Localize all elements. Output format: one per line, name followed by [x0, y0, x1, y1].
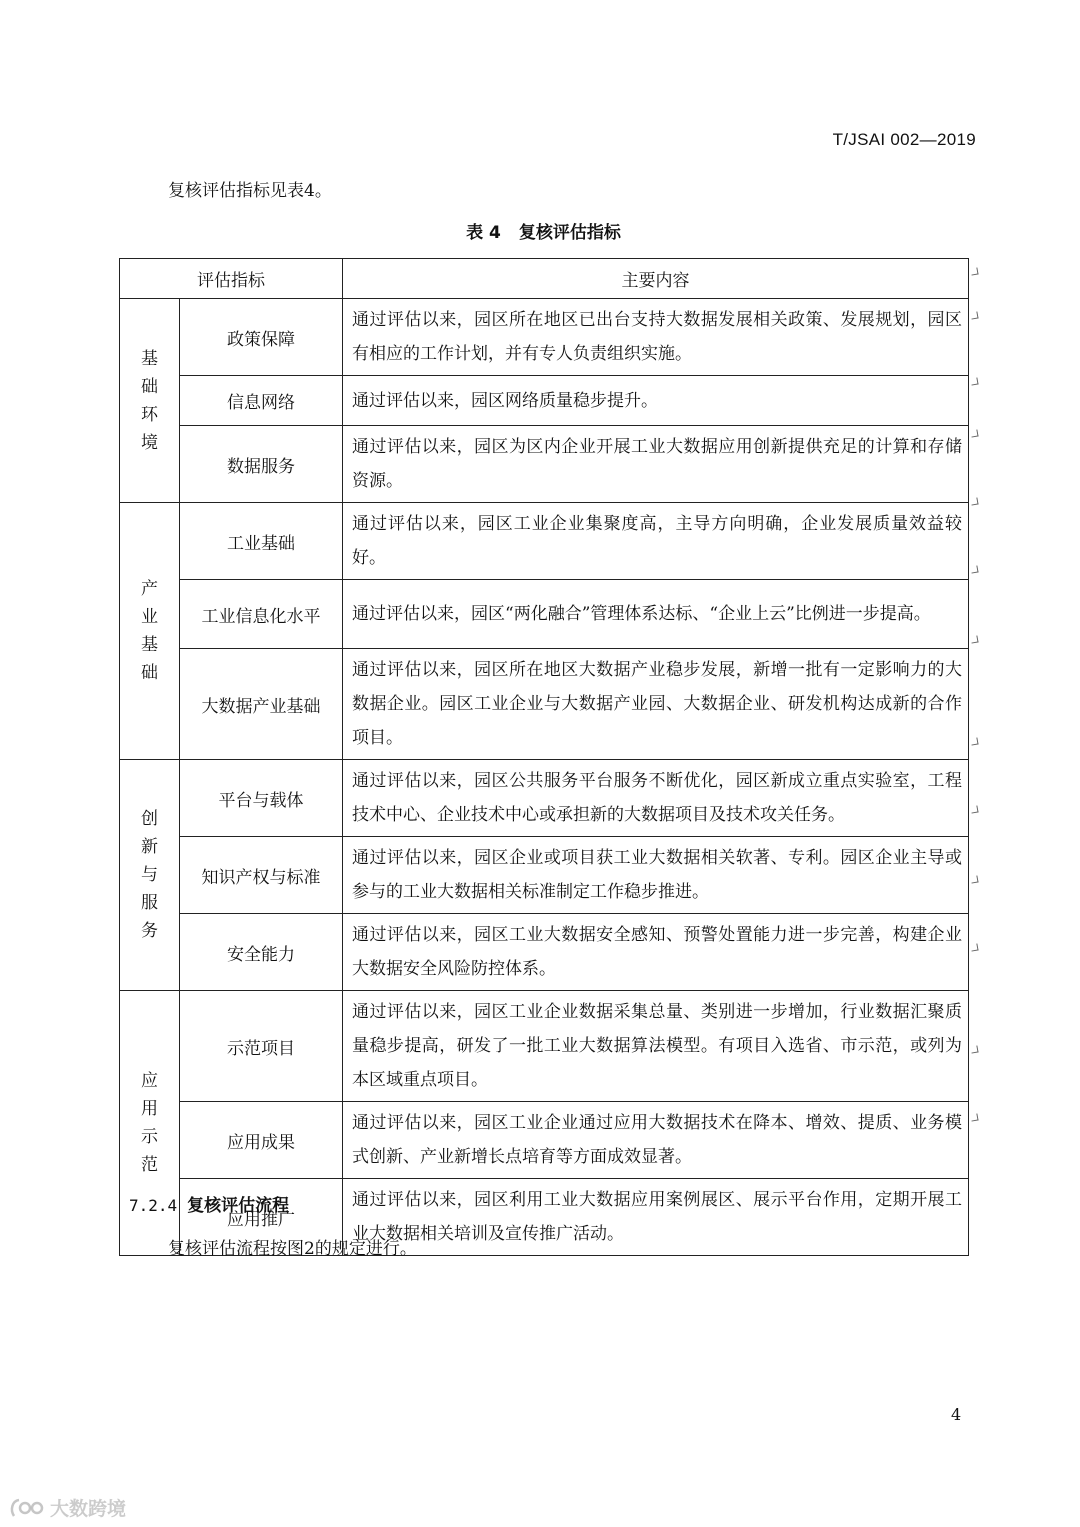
paragraph-mark-icon	[970, 943, 978, 951]
table-row	[120, 760, 969, 837]
header-indicator: 评估指标	[120, 259, 343, 299]
paragraph-mark-icon	[970, 377, 978, 385]
paragraph-mark-icon	[970, 311, 978, 319]
category-char: 创	[141, 809, 158, 829]
category-char: 础	[141, 376, 158, 397]
paragraph-mark-icon	[970, 805, 978, 813]
content-cell: 通过评估以来，园区“两化融合”管理体系达标、“企业上云”比例进一步提高。	[343, 580, 969, 649]
content-cell: 通过评估以来，园区网络质量稳步提升。	[343, 376, 969, 426]
table-caption-text: 复核评估指标	[518, 223, 621, 243]
category-cell	[120, 760, 180, 991]
sub-indicator-cell: 大数据产业基础	[180, 649, 343, 760]
table-row	[120, 649, 969, 760]
sub-indicator-cell: 知识产权与标准	[180, 837, 343, 914]
table-row	[120, 1102, 969, 1179]
content-cell: 通过评估以来，园区所在地区已出台支持大数据发展相关政策、发展规划，园区有相应的工作计划，并有专人负责组织实施。	[343, 299, 969, 376]
category-char: 应	[141, 1071, 158, 1091]
category-char: 产	[141, 579, 158, 599]
content-cell: 通过评估以来，园区利用工业大数据应用案例展区、展示平台作用，定期开展工业大数据相关培训及宣传推广活动。	[343, 1179, 969, 1256]
flow-paragraph: 复核评估流程按图2的规定进行。	[168, 1239, 417, 1259]
sub-indicator-cell: 安全能力	[180, 914, 343, 991]
table-row	[120, 991, 969, 1102]
table-header-row	[120, 259, 969, 299]
category-char: 与	[141, 865, 158, 885]
content-cell: 通过评估以来，园区为区内企业开展工业大数据应用创新提供充足的计算和存储资源。	[343, 426, 969, 503]
content-cell: 通过评估以来，园区所在地区大数据产业稳步发展，新增一批有一定影响力的大数据企业。园区工业企业与大数据产业园、大数据企业、研发机构达成新的合作项目。	[343, 649, 969, 760]
watermark	[8, 1494, 126, 1521]
content-cell: 通过评估以来，园区企业或项目获工业大数据相关软著、专利。园区企业主导或参与的工业大数据相关标准制定工作稳步推进。	[343, 837, 969, 914]
sub-indicator-cell: 数据服务	[180, 426, 343, 503]
watermark-text: 大数跨境	[50, 1498, 127, 1520]
paragraph-mark-icon	[970, 635, 978, 643]
paragraph-mark-icon	[970, 497, 978, 505]
intro-paragraph: 复核评估指标见表4。	[168, 181, 332, 201]
paragraph-mark-icon	[970, 267, 978, 275]
table-row	[120, 580, 969, 649]
category-char: 环	[141, 404, 158, 425]
category-char: 新	[141, 837, 158, 857]
content-cell: 通过评估以来，园区工业大数据安全感知、预警处置能力进一步完善，构建企业大数据安全风险防控体系。	[343, 914, 969, 991]
category-char: 服	[141, 893, 158, 913]
category-char: 基	[141, 348, 158, 369]
sub-indicator-cell: 工业基础	[180, 503, 343, 580]
content-cell: 通过评估以来，园区工业企业通过应用大数据技术在降本、增效、提质、业务模式创新、产业新增长点培育等方面成效显著。	[343, 1102, 969, 1179]
table-row	[120, 376, 969, 426]
category-cell	[120, 503, 180, 760]
table-row	[120, 837, 969, 914]
sub-indicator-cell: 工业信息化水平	[180, 580, 343, 649]
page-number: 4	[951, 1405, 962, 1424]
category-char: 用	[141, 1099, 158, 1119]
evaluation-index-table	[119, 258, 969, 1256]
sub-indicator-cell: 信息网络	[180, 376, 343, 426]
paragraph-mark-icon	[970, 737, 978, 745]
table-caption-number: 表 4	[466, 223, 501, 243]
content-cell: 通过评估以来，园区工业企业数据采集总量、类别进一步增加，行业数据汇聚质量稳步提高，研发了一批工业大数据算法模型。有项目入选省、市示范，或列为本区域重点项目。	[343, 991, 969, 1102]
table-row	[120, 299, 969, 376]
content-cell: 通过评估以来，园区公共服务平台服务不断优化，园区新成立重点实验室，工程技术中心、企业技术中心或承担新的大数据项目及技术攻关任务。	[343, 760, 969, 837]
section-heading	[129, 1191, 289, 1216]
sub-indicator-cell: 平台与载体	[180, 760, 343, 837]
table-row	[120, 426, 969, 503]
table-caption	[0, 218, 1080, 243]
content-cell: 通过评估以来，园区工业企业集聚度高，主导方向明确，企业发展质量效益较好。	[343, 503, 969, 580]
category-char: 务	[141, 921, 158, 941]
category-char: 基	[141, 635, 158, 655]
sub-indicator-cell: 应用推广	[180, 1179, 343, 1256]
watermark-logo-icon	[8, 1496, 46, 1520]
header-content: 主要内容	[343, 259, 969, 299]
section-number: 7.2.4	[129, 1196, 178, 1215]
sub-indicator-cell: 政策保障	[180, 299, 343, 376]
standard-code: T/JSAI 002—2019	[832, 130, 976, 149]
category-char: 示	[141, 1127, 158, 1147]
category-char: 业	[141, 607, 158, 627]
category-cell	[120, 299, 180, 503]
paragraph-mark-icon	[970, 1045, 978, 1053]
paragraph-mark-icon	[970, 565, 978, 573]
category-char: 础	[141, 663, 158, 683]
category-char: 境	[141, 432, 158, 453]
table-row	[120, 503, 969, 580]
sub-indicator-cell: 应用成果	[180, 1102, 343, 1179]
paragraph-mark-icon	[970, 429, 978, 437]
sub-indicator-cell: 示范项目	[180, 991, 343, 1102]
table-row	[120, 914, 969, 991]
section-title: 复核评估流程	[187, 1196, 290, 1216]
paragraph-mark-icon	[970, 875, 978, 883]
paragraph-mark-icon	[970, 1113, 978, 1121]
category-char: 范	[141, 1155, 158, 1175]
